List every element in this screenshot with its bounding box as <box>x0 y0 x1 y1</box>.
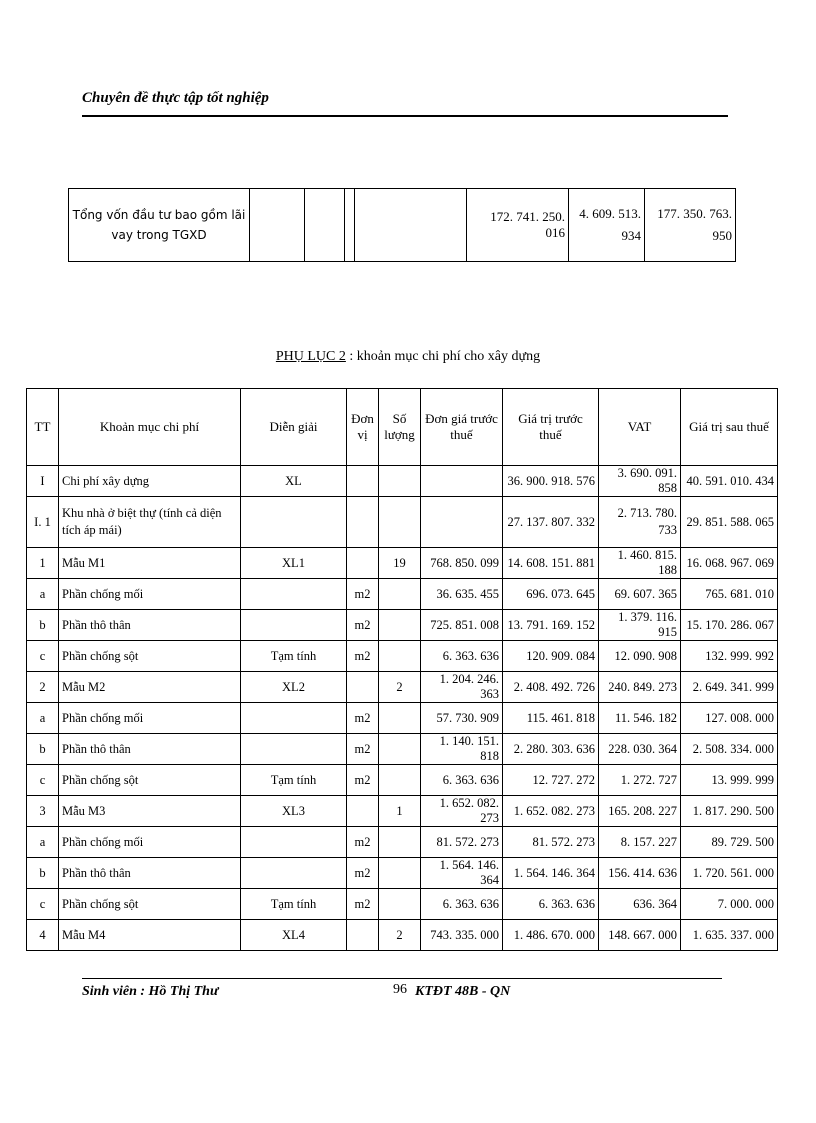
row-value-before: 13. 791. 169. 152 <box>503 610 599 641</box>
row-value-before: 12. 727. 272 <box>503 765 599 796</box>
row-value-after: 2. 508. 334. 000 <box>681 734 778 765</box>
row-value-after: 7. 000. 000 <box>681 889 778 920</box>
row-value-after: 89. 729. 500 <box>681 827 778 858</box>
header-value-before: Giá trị trước thuế <box>503 389 599 466</box>
row-tt: 1 <box>27 548 59 579</box>
row-unit-price: 6. 363. 636 <box>421 889 503 920</box>
row-value-before: 696. 073. 645 <box>503 579 599 610</box>
row-unit <box>347 796 379 827</box>
row-vat: 69. 607. 365 <box>599 579 681 610</box>
row-item: Khu nhà ở biệt thự (tính cả diện tích áp mái) <box>59 497 241 548</box>
row-tt: 4 <box>27 920 59 951</box>
row-item: Phần chống mối <box>59 827 241 858</box>
row-item: Phần thô thân <box>59 734 241 765</box>
row-vat: 12. 090. 908 <box>599 641 681 672</box>
total-value-before-tax: 172. 741. 250. 016 <box>467 189 569 262</box>
empty-cell <box>250 189 305 262</box>
appendix-title <box>0 349 816 365</box>
row-unit-price: 6. 363. 636 <box>421 765 503 796</box>
row-desc <box>241 579 347 610</box>
row-value-after: 40. 591. 010. 434 <box>681 466 778 497</box>
row-value-before: 81. 572. 273 <box>503 827 599 858</box>
page-number: 96 <box>393 982 407 997</box>
row-vat: 1. 460. 815. 188 <box>599 548 681 579</box>
row-desc <box>241 827 347 858</box>
appendix-title-label: PHỤ LỤC 2 <box>275 349 346 364</box>
row-item: Phần chống mối <box>59 579 241 610</box>
row-unit <box>347 672 379 703</box>
row-qty: 19 <box>379 548 421 579</box>
row-desc: XL <box>241 466 347 497</box>
row-unit-price <box>421 466 503 497</box>
row-item: Mẫu M1 <box>59 548 241 579</box>
row-vat: 1. 379. 116. 915 <box>599 610 681 641</box>
row-unit-price: 743. 335. 000 <box>421 920 503 951</box>
row-unit-price: 1. 140. 151. 818 <box>421 734 503 765</box>
table-row <box>27 548 778 579</box>
row-unit: m2 <box>347 579 379 610</box>
row-vat: 11. 546. 182 <box>599 703 681 734</box>
header-unit: Đơn vị <box>347 389 379 466</box>
row-value-before: 1. 652. 082. 273 <box>503 796 599 827</box>
row-tt: I. 1 <box>27 497 59 548</box>
row-desc <box>241 858 347 889</box>
row-desc: Tạm tính <box>241 641 347 672</box>
row-value-before: 27. 137. 807. 332 <box>503 497 599 548</box>
row-unit: m2 <box>347 858 379 889</box>
total-investment-table <box>68 188 736 262</box>
row-unit: m2 <box>347 734 379 765</box>
row-desc: XL2 <box>241 672 347 703</box>
table-row <box>27 672 778 703</box>
row-qty <box>379 466 421 497</box>
row-unit-price: 1. 564. 146. 364 <box>421 858 503 889</box>
row-value-before: 6. 363. 636 <box>503 889 599 920</box>
row-vat: 165. 208. 227 <box>599 796 681 827</box>
row-item: Phần chống sột <box>59 641 241 672</box>
table-row <box>27 889 778 920</box>
row-vat: 228. 030. 364 <box>599 734 681 765</box>
table-row <box>27 765 778 796</box>
row-vat: 156. 414. 636 <box>599 858 681 889</box>
row-qty <box>379 858 421 889</box>
header-item: Khoản mục chi phí <box>59 389 241 466</box>
row-item: Phần chống mối <box>59 703 241 734</box>
row-unit-price: 81. 572. 273 <box>421 827 503 858</box>
appendix-title-text: : khoản mục chi phí cho xây dựng <box>349 349 541 364</box>
row-item: Mẫu M4 <box>59 920 241 951</box>
row-unit: m2 <box>347 765 379 796</box>
row-desc <box>241 497 347 548</box>
row-unit <box>347 466 379 497</box>
row-tt: a <box>27 827 59 858</box>
row-unit: m2 <box>347 827 379 858</box>
header-rule <box>82 115 728 117</box>
row-item: Phần chống sột <box>59 765 241 796</box>
row-qty <box>379 579 421 610</box>
row-value-after: 132. 999. 992 <box>681 641 778 672</box>
table-row <box>27 466 778 497</box>
row-value-before: 115. 461. 818 <box>503 703 599 734</box>
total-investment-label: Tổng vốn đầu tư bao gồm lãi vay trong TGXD <box>69 189 250 262</box>
row-desc: XL4 <box>241 920 347 951</box>
header-qty: Số lượng <box>379 389 421 466</box>
row-unit-price: 1. 652. 082. 273 <box>421 796 503 827</box>
row-tt: b <box>27 610 59 641</box>
table-row <box>27 827 778 858</box>
table-row <box>27 610 778 641</box>
row-tt: b <box>27 858 59 889</box>
row-value-before: 120. 909. 084 <box>503 641 599 672</box>
row-unit-price: 36. 635. 455 <box>421 579 503 610</box>
row-desc: XL3 <box>241 796 347 827</box>
row-value-after: 13. 999. 999 <box>681 765 778 796</box>
row-item: Chi phí xây dựng <box>59 466 241 497</box>
row-vat: 8. 157. 227 <box>599 827 681 858</box>
row-unit: m2 <box>347 641 379 672</box>
row-value-before: 1. 486. 670. 000 <box>503 920 599 951</box>
row-qty <box>379 497 421 548</box>
row-item: Phần thô thân <box>59 858 241 889</box>
total-vat: 4. 609. 513. 934 <box>569 189 645 262</box>
row-tt: c <box>27 889 59 920</box>
row-qty <box>379 889 421 920</box>
row-qty <box>379 827 421 858</box>
row-unit-price: 725. 851. 008 <box>421 610 503 641</box>
header-tt: TT <box>27 389 59 466</box>
row-value-after: 1. 720. 561. 000 <box>681 858 778 889</box>
row-unit-price: 768. 850. 099 <box>421 548 503 579</box>
row-qty <box>379 734 421 765</box>
row-value-after: 1. 817. 290. 500 <box>681 796 778 827</box>
footer-student: Sinh viên : Hồ Thị Thư <box>82 984 219 999</box>
row-vat: 636. 364 <box>599 889 681 920</box>
row-qty <box>379 765 421 796</box>
row-vat: 3. 690. 091. 858 <box>599 466 681 497</box>
row-qty: 1 <box>379 796 421 827</box>
row-unit <box>347 920 379 951</box>
row-tt: 2 <box>27 672 59 703</box>
row-value-after: 127. 008. 000 <box>681 703 778 734</box>
footer-class: KTĐT 48B - QN <box>415 984 511 999</box>
row-value-after: 765. 681. 010 <box>681 579 778 610</box>
row-tt: c <box>27 641 59 672</box>
row-qty <box>379 641 421 672</box>
table-row <box>27 796 778 827</box>
row-desc <box>241 734 347 765</box>
row-unit-price: 1. 204. 246. 363 <box>421 672 503 703</box>
row-value-before: 36. 900. 918. 576 <box>503 466 599 497</box>
total-investment-row <box>69 189 736 262</box>
table-row <box>27 920 778 951</box>
row-qty <box>379 610 421 641</box>
row-value-before: 14. 608. 151. 881 <box>503 548 599 579</box>
empty-cell <box>305 189 345 262</box>
row-unit: m2 <box>347 703 379 734</box>
table-row <box>27 703 778 734</box>
row-value-before: 2. 280. 303. 636 <box>503 734 599 765</box>
cost-rows <box>27 466 778 951</box>
row-unit: m2 <box>347 889 379 920</box>
row-item: Phần chống sột <box>59 889 241 920</box>
row-vat: 2. 713. 780. 733 <box>599 497 681 548</box>
row-qty <box>379 703 421 734</box>
row-value-before: 2. 408. 492. 726 <box>503 672 599 703</box>
empty-cell <box>345 189 355 262</box>
row-vat: 1. 272. 727 <box>599 765 681 796</box>
row-qty: 2 <box>379 920 421 951</box>
row-vat: 240. 849. 273 <box>599 672 681 703</box>
row-item: Mẫu M3 <box>59 796 241 827</box>
row-value-before: 1. 564. 146. 364 <box>503 858 599 889</box>
table-row <box>27 497 778 548</box>
row-qty: 2 <box>379 672 421 703</box>
table-row <box>27 579 778 610</box>
header-vat: VAT <box>599 389 681 466</box>
row-unit-price <box>421 497 503 548</box>
row-tt: a <box>27 703 59 734</box>
empty-cell <box>355 189 467 262</box>
row-unit-price: 57. 730. 909 <box>421 703 503 734</box>
header-unit-price: Đơn giá trước thuế <box>421 389 503 466</box>
footer-rule <box>82 978 722 979</box>
row-unit-price: 6. 363. 636 <box>421 641 503 672</box>
row-desc: Tạm tính <box>241 765 347 796</box>
table-row <box>27 858 778 889</box>
row-tt: b <box>27 734 59 765</box>
table-header-row <box>27 389 778 466</box>
row-value-after: 2. 649. 341. 999 <box>681 672 778 703</box>
header-desc: Diễn giải <box>241 389 347 466</box>
row-tt: a <box>27 579 59 610</box>
row-value-after: 29. 851. 588. 065 <box>681 497 778 548</box>
row-desc <box>241 610 347 641</box>
row-unit <box>347 548 379 579</box>
row-item: Mẫu M2 <box>59 672 241 703</box>
total-value-after-tax: 177. 350. 763. 950 <box>645 189 736 262</box>
row-desc <box>241 703 347 734</box>
row-value-after: 15. 170. 286. 067 <box>681 610 778 641</box>
header-value-after: Giá trị sau thuế <box>681 389 778 466</box>
row-value-after: 1. 635. 337. 000 <box>681 920 778 951</box>
row-tt: c <box>27 765 59 796</box>
table-row <box>27 641 778 672</box>
row-unit <box>347 497 379 548</box>
table-row <box>27 734 778 765</box>
row-desc: Tạm tính <box>241 889 347 920</box>
row-desc: XL1 <box>241 548 347 579</box>
row-vat: 148. 667. 000 <box>599 920 681 951</box>
cost-items-table <box>26 388 778 951</box>
header-title: Chuyên đề thực tập tốt nghiệp <box>82 90 269 106</box>
row-tt: 3 <box>27 796 59 827</box>
row-tt: I <box>27 466 59 497</box>
row-item: Phần thô thân <box>59 610 241 641</box>
row-unit: m2 <box>347 610 379 641</box>
row-value-after: 16. 068. 967. 069 <box>681 548 778 579</box>
